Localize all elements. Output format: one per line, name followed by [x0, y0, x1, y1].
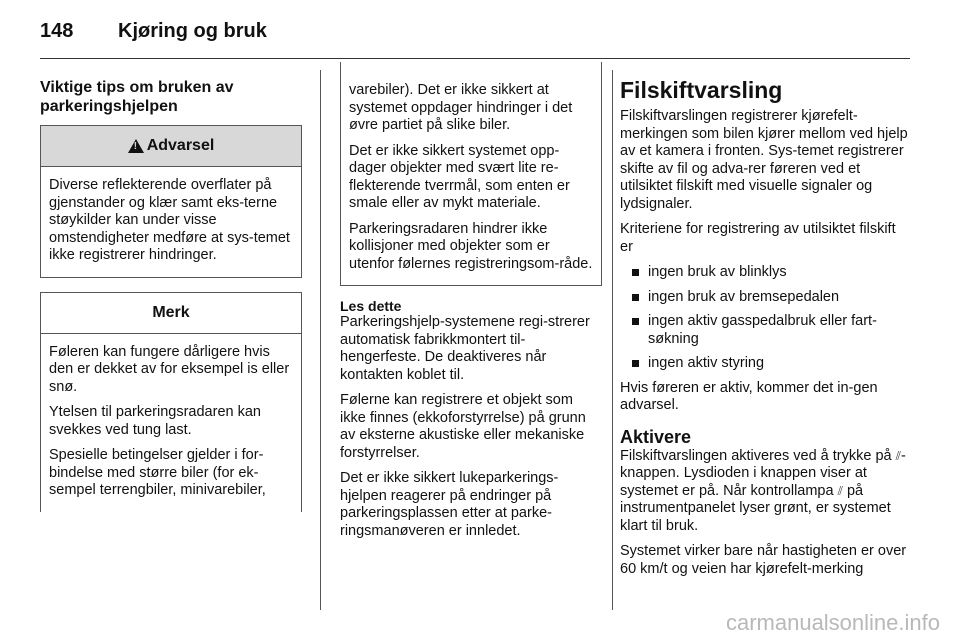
list-item: ingen bruk av blinklys [620, 264, 910, 282]
lane-departure-icon: ⫽ [837, 483, 843, 498]
activate-text: på instrumentpanelet lyser grønt, er systemet klart til bruk. [620, 482, 891, 534]
note-box-continued [340, 62, 602, 286]
warning-box-body [41, 167, 301, 277]
warning-box [40, 125, 302, 278]
warning-box-header [41, 126, 301, 167]
column-divider [320, 70, 321, 610]
criteria-list [620, 264, 910, 373]
list-item: ingen aktiv styring [620, 355, 910, 373]
subheading-les-dette: Les dette [340, 298, 402, 314]
section-heading-lane-departure: Filskiftvarsling [620, 77, 783, 103]
note-title: Merk [152, 303, 190, 321]
chapter-title: Kjøring og bruk [118, 20, 267, 42]
note-box-body [41, 334, 301, 512]
page-header [40, 20, 267, 52]
driver-active-paragraph: Hvis føreren er aktiv, kommer det in-gen advarsel. [620, 379, 878, 413]
warning-text: Diverse reflekterende overflater på gjenstander og klær samt eks-terne støykilder kan under visse omstendigheter medføre at sys-temet ikke registrerer hindringer. [49, 177, 290, 263]
warning-triangle-icon [128, 139, 144, 153]
intro-paragraph: Filskiftvarslingen registrerer kjørefelt-merkingen som bilen kjører mellom ved hjelp av et kamera i fronten. Sys-temet registrerer skifte av fil og adva-rer føreren ved et utilsiktet filskift med visuelle signaler og lydsignaler. [620, 108, 908, 212]
subheading-aktivere: Aktivere [620, 426, 692, 447]
lane-departure-icon: ⫽ [895, 448, 901, 463]
section-heading-parking-tips: Viktige tips om bruken av parkeringshjelpen [40, 79, 234, 115]
list-item: ingen aktiv gasspedalbruk eller fart-søkning [620, 313, 910, 348]
activate-text: Filskiftvarslingen aktiveres ved å trykke på [620, 447, 896, 464]
column-1 [40, 68, 302, 512]
note-continued-paragraph: varebiler). Det er ikke sikkert at systemet oppdager hindringer i det øvre partiet på slike biler. [349, 82, 573, 133]
body-paragraph: Følerne kan registrere et objekt som ikke finnes (ekkoforstyrrelse) på grunn av eksterne akustiske eller mekaniske forstyrrelser. [340, 392, 586, 461]
page-number: 148 [40, 20, 74, 42]
note-paragraph: Ytelsen til parkeringsradaren kan svekkes ved tung last. [49, 404, 261, 438]
note-continued-paragraph: Det er ikke sikkert systemet opp-dager objekter med svært lite re-flekterende tverrmål, som enten er smale eller av mykt materiale. [349, 142, 570, 211]
activate-text: -knappen. Lysdioden i knappen viser at systemet er på. Når kontrollampa [620, 447, 906, 499]
note-paragraph: Spesielle betingelser gjelder i for-bindelse med større biler (for ek-sempel terrengbiler, minivarebiler, [49, 447, 266, 498]
watermark: carmanualsonline.info [725, 610, 940, 635]
note-continued-paragraph: Parkeringsradaren hindrer ikke kollisjoner med objekter som er utenfor følernes registreringsom-råde. [349, 220, 593, 272]
activate-speed-paragraph: Systemet virker bare når hastigheten er over 60 km/t og veien har kjørefelt-merking [620, 543, 907, 577]
column-2 [340, 62, 602, 548]
criteria-intro: Kriteriene for registrering av utilsiktet filskift er [620, 221, 896, 255]
note-paragraph: Føleren kan fungere dårligere hvis den er dekket av for eksempel is eller snø. [49, 343, 290, 395]
note-box [40, 292, 302, 512]
activate-paragraph [620, 448, 910, 536]
column-3 [620, 68, 910, 586]
body-paragraph: Parkeringshjelp-systemene regi-strerer automatisk fabrikkmontert til-hengerfeste. De deaktiveres når kontakten koblet til. [340, 314, 590, 383]
body-paragraph: Det er ikke sikkert lukeparkerings-hjelpen reagerer på endringer på parkeringsplassen etter at parke-ringsmanøveren er innledet. [340, 470, 559, 539]
warning-title: Advarsel [146, 137, 215, 154]
note-box-header [41, 293, 301, 334]
list-item: ingen bruk av bremsepedalen [620, 289, 910, 307]
header-divider [40, 58, 910, 59]
column-divider [612, 70, 613, 610]
